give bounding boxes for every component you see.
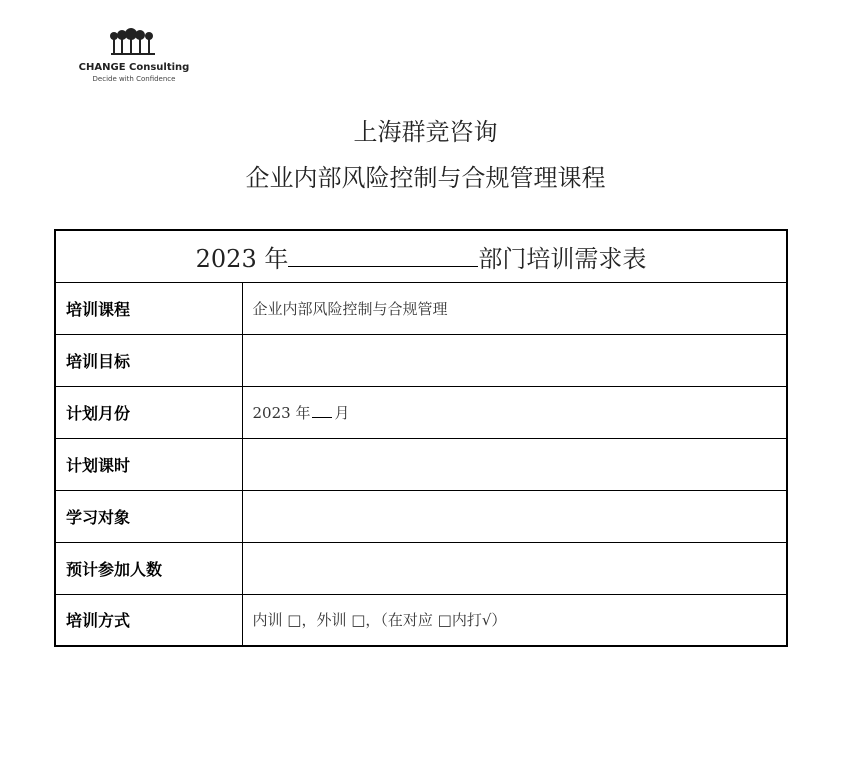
company-title: 上海群竞咨询: [353, 118, 498, 146]
month-year-text: 2023 年: [252, 403, 311, 422]
table-row: [55, 282, 787, 334]
logo-tagline: Decide with Confidence: [92, 75, 176, 83]
month-field[interactable]: [242, 386, 787, 438]
logo-name: CHANGE Consulting: [78, 62, 190, 73]
table-row: [55, 334, 787, 386]
hours-field[interactable]: [242, 438, 787, 490]
table-row: [55, 542, 787, 594]
row-label-month: 计划月份: [55, 386, 242, 438]
company-logo: [74, 28, 194, 83]
form-header-row: [55, 230, 787, 282]
table-row: [55, 594, 787, 646]
method-field[interactable]: 内训 □，外训 □，（在对应 □内打√）: [242, 594, 787, 646]
row-label-audience: 学习对象: [55, 490, 242, 542]
table-row: [55, 490, 787, 542]
form-title-year: 2023 年: [195, 244, 289, 273]
form-title-suffix: 部门培训需求表: [478, 244, 647, 273]
tree-group-icon: [109, 28, 159, 58]
course-value[interactable]: 企业内部风险控制与合规管理: [242, 282, 787, 334]
department-blank-field[interactable]: [288, 244, 478, 267]
row-label-course: 培训课程: [55, 282, 242, 334]
month-blank[interactable]: [312, 405, 332, 418]
row-label-headcount: 预计参加人数: [55, 542, 242, 594]
form-title: [55, 230, 787, 282]
table-row: [55, 438, 787, 490]
headcount-field[interactable]: [242, 542, 787, 594]
row-label-method: 培训方式: [55, 594, 242, 646]
audience-field[interactable]: [242, 490, 787, 542]
row-label-goal: 培训目标: [55, 334, 242, 386]
month-unit-text: 月: [334, 403, 350, 422]
goal-field[interactable]: [242, 334, 787, 386]
course-title: 企业内部风险控制与合规管理课程: [245, 164, 606, 192]
training-needs-form: [54, 229, 788, 647]
row-label-hours: 计划课时: [55, 438, 242, 490]
table-row: [55, 386, 787, 438]
